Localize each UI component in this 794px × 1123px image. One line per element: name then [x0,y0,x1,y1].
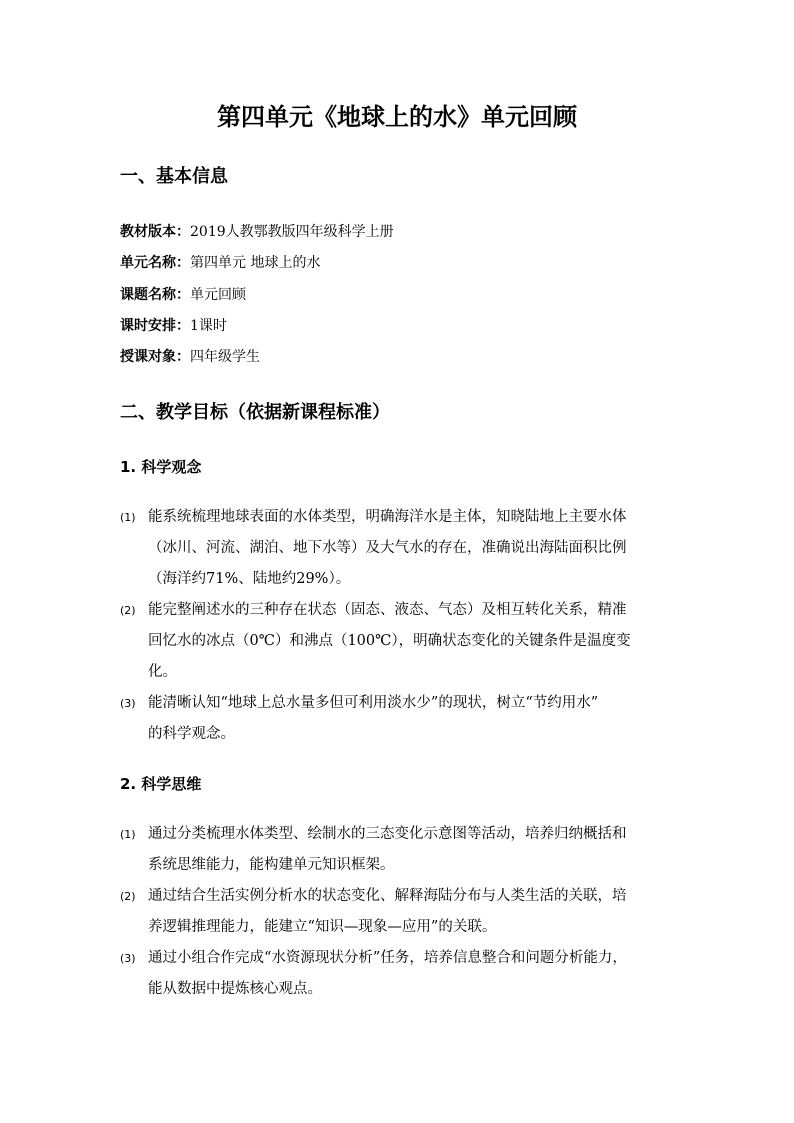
info-label: 课时安排： [120,318,190,334]
item-number: (1) [120,828,136,841]
list-item [120,943,680,1005]
info-row-textbook [120,221,394,243]
info-row-topic [120,284,246,306]
info-label: 授课对象： [120,349,190,365]
info-value: 2019人教鄂教版四年级科学上册 [190,224,394,240]
subsection-heading-science-concepts: 1. 科学观念 [120,458,202,476]
item-line: 化。 [148,664,177,680]
item-line: 系统思维能力，能构建单元知识框架。 [148,857,395,873]
info-row-unit [120,252,320,274]
item-number: (1) [120,511,136,524]
section-heading-basic-info: 一、基本信息 [120,166,228,187]
info-label: 课题名称： [120,287,190,303]
info-row-hours [120,315,227,337]
info-label: 单元名称： [120,255,190,271]
info-row-audience [120,346,260,368]
item-line: 回忆水的冰点（0℃）和沸点（100℃），明确状态变化的关键条件是温度变 [148,633,631,649]
list-item [120,502,680,595]
info-value: 1课时 [190,318,227,334]
subsection-heading-science-thinking: 2. 科学思维 [120,775,202,793]
item-number: (3) [120,697,136,710]
list-item [120,595,680,688]
list-item [120,688,680,750]
item-line: 能清晰认知“地球上总水量多但可利用淡水少”的现状，树立“节约用水” [148,695,599,711]
list-item [120,819,680,881]
info-value: 四年级学生 [190,349,260,365]
item-line: 养逻辑推理能力，能建立“知识—现象—应用”的关联。 [148,919,497,935]
section-heading-objectives: 二、教学目标（依据新课程标准） [120,402,390,423]
item-line: 能从数据中提炼核心观点。 [148,981,322,997]
item-line: 通过小组合作完成“水资源现状分析”任务，培养信息整合和问题分析能力， [148,950,627,966]
item-line: 能完整阐述水的三种存在状态（固态、液态、气态）及相互转化关系，精准 [148,602,627,618]
list-item [120,881,680,943]
document-title: 第四单元《地球上的水》单元回顾 [217,103,577,131]
item-line: （冰川、河流、湖泊、地下水等）及大气水的存在，准确说出海陆面积比例 [148,540,627,556]
item-number: (2) [120,604,136,617]
item-line: 通过分类梳理水体类型、绘制水的三态变化示意图等活动，培养归纳概括和 [148,826,627,842]
item-number: (3) [120,952,136,965]
info-label: 教材版本： [120,224,190,240]
info-value: 第四单元 地球上的水 [190,255,321,271]
item-line: 通过结合生活实例分析水的状态变化、解释海陆分布与人类生活的关联，培 [148,888,627,904]
item-line: 的科学观念。 [148,726,235,742]
item-line: 能系统梳理地球表面的水体类型，明确海洋水是主体，知晓陆地上主要水体 [148,509,627,525]
item-line: （海洋约71%、陆地约29%）。 [148,571,351,587]
item-number: (2) [120,890,136,903]
info-value: 单元回顾 [190,287,246,303]
